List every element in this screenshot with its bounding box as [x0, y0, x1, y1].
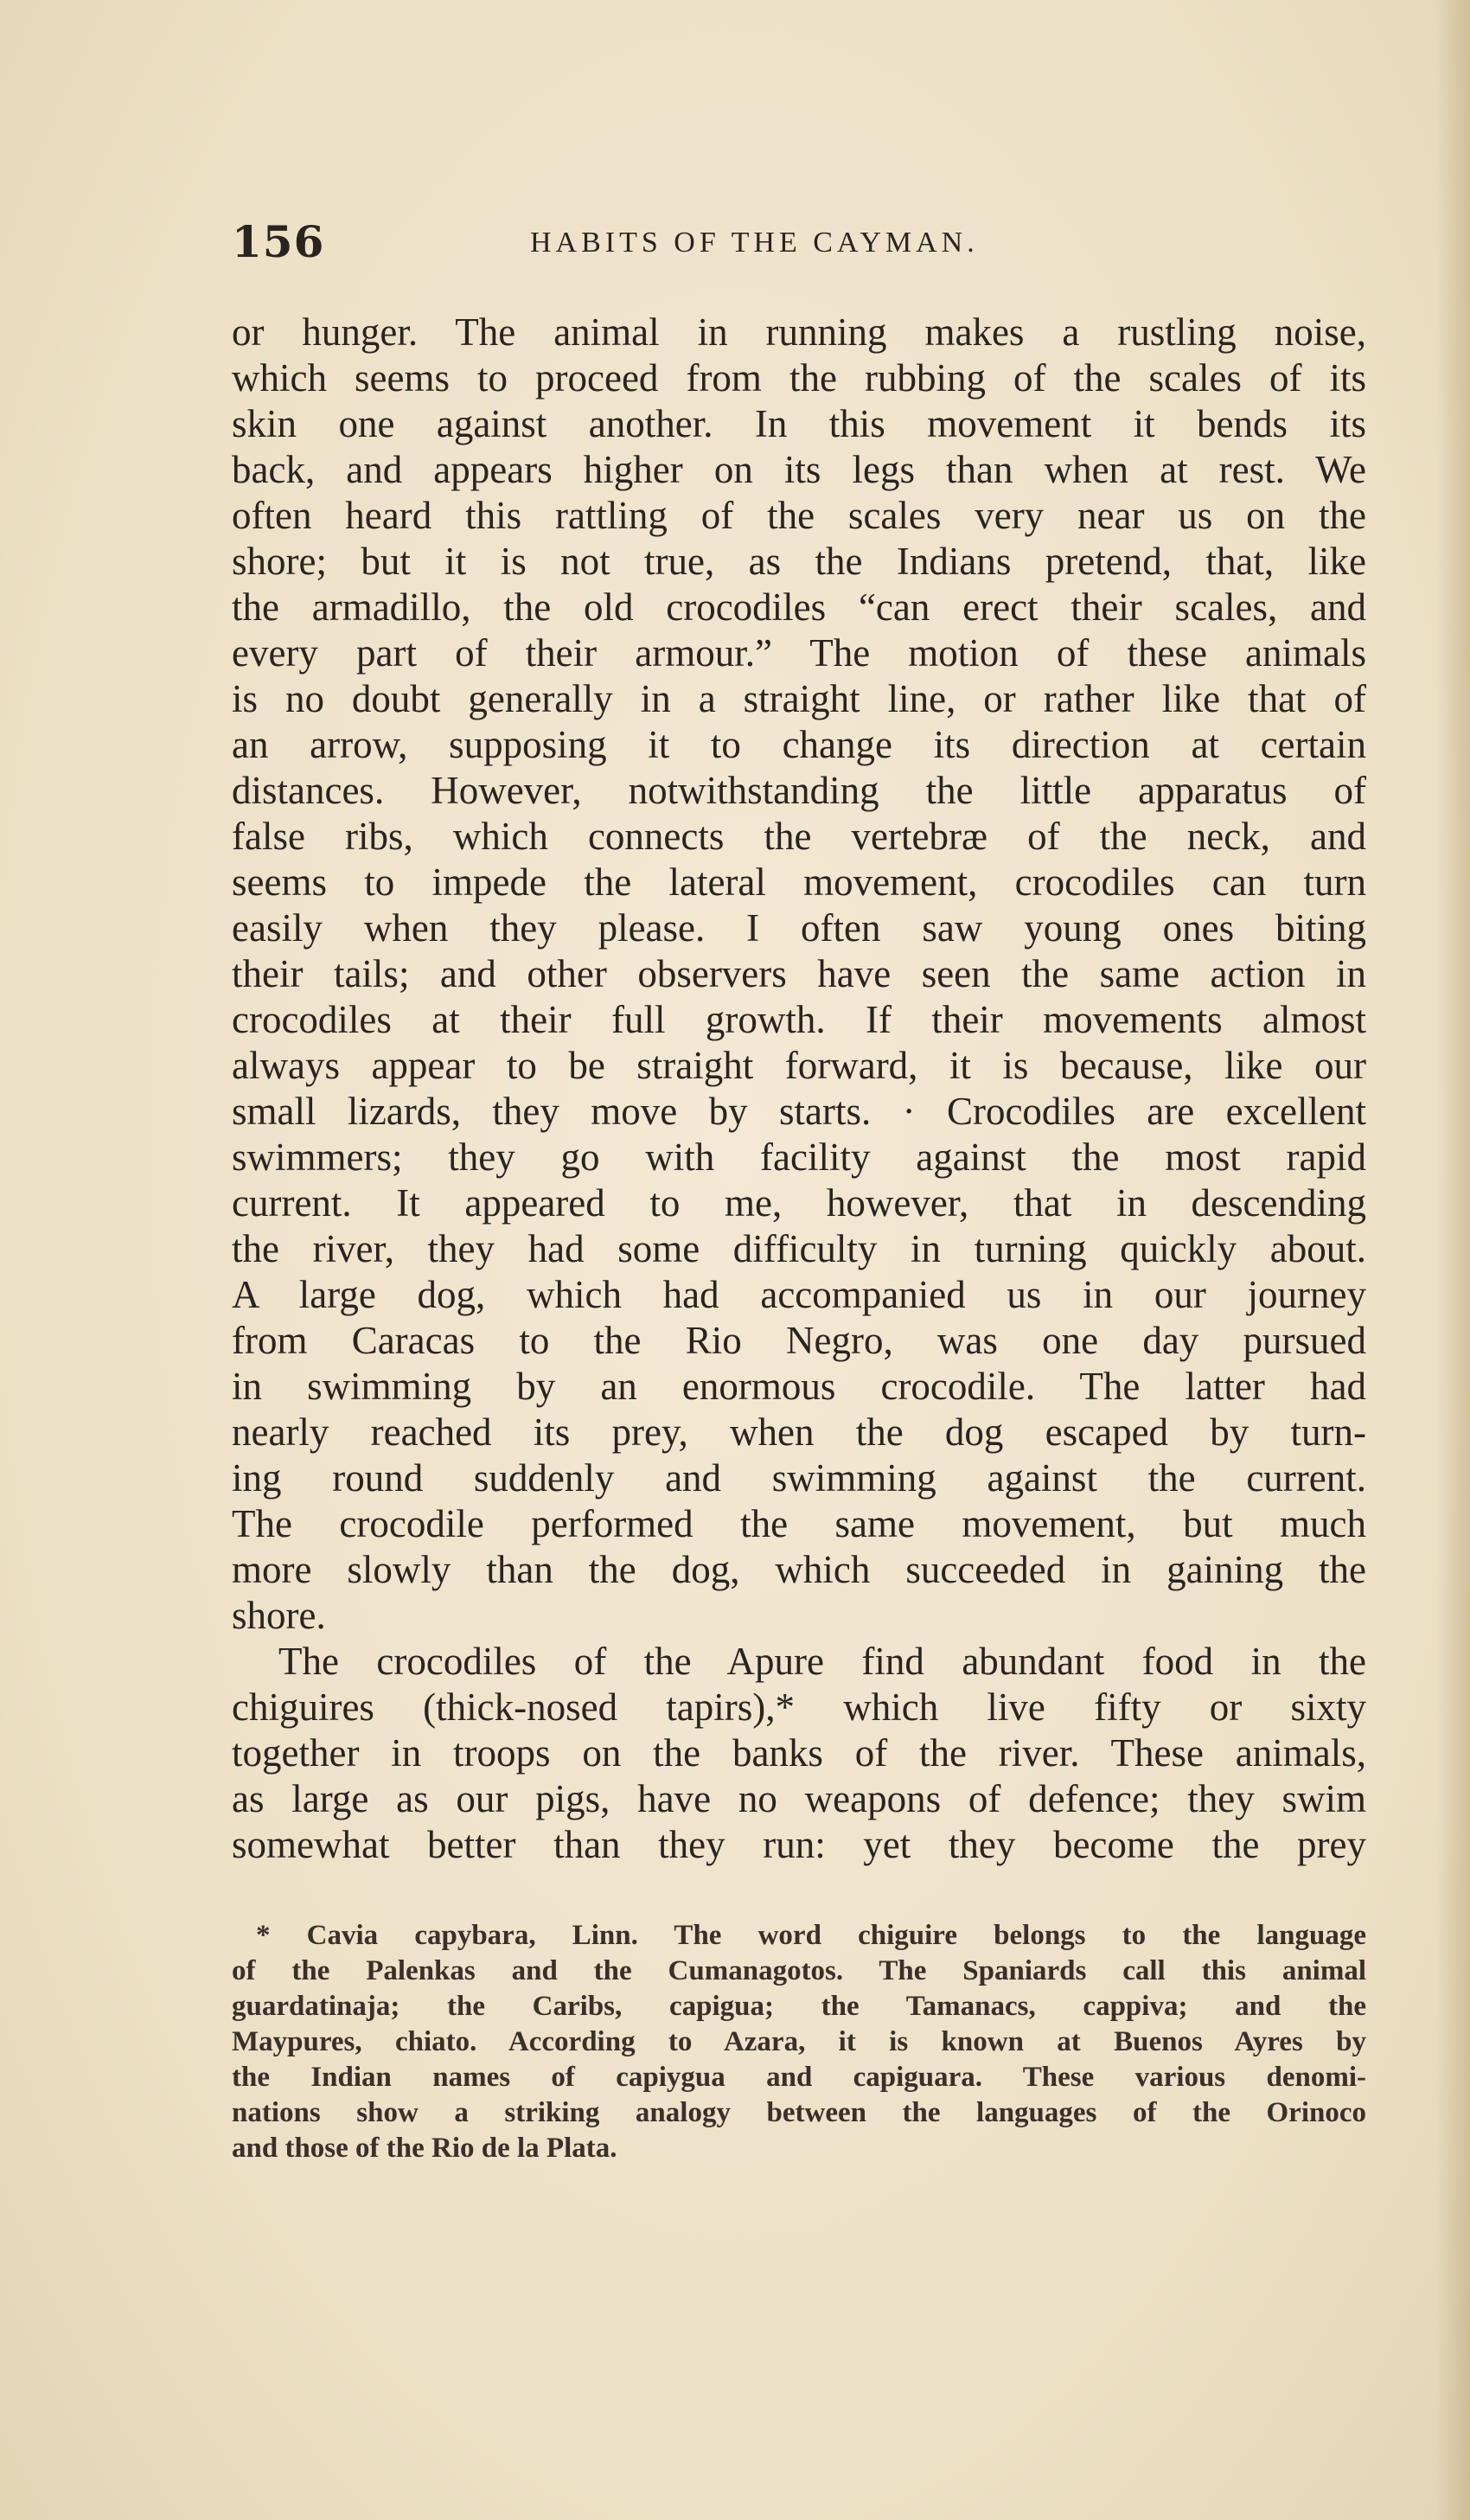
- text-line: shore.: [232, 1594, 326, 1637]
- text-line: current. It appeared to me, however, that in descending: [232, 1181, 1366, 1225]
- text-line: from Caracas to the Rio Negro, was one day pursued: [232, 1319, 1366, 1362]
- text-line: which seems to proceed from the rubbing of the scales of its: [232, 356, 1366, 400]
- page-edge-shadow: [1435, 0, 1470, 2520]
- text-line: easily when they please. I often saw young ones biting: [232, 906, 1366, 950]
- text-line: in swimming by an enormous crocodile. The latter had: [232, 1365, 1366, 1408]
- text-line: as large as our pigs, have no weapons of defence; they swim: [232, 1777, 1366, 1820]
- footnote-line: guardatinaja; the Caribs, capigua; the Tamanacs, cappiva; and the: [232, 1991, 1366, 2022]
- footnote-line: of the Palenkas and the Cumanagotos. The Spaniards call this animal: [232, 1955, 1366, 1986]
- footnote-line: Maypures, chiato. According to Azara, it is known at Buenos Ayres by: [232, 2026, 1366, 2057]
- text-line: back, and appears higher on its legs than when at rest. We: [232, 448, 1366, 491]
- text-line: every part of their armour.” The motion of these animals: [232, 631, 1366, 675]
- text-line: false ribs, which connects the vertebræ of the neck, and: [232, 815, 1366, 858]
- body-text: [232, 310, 1366, 1868]
- text-line: the armadillo, the old crocodiles “can erect their scales, and: [232, 585, 1366, 629]
- text-line: always appear to be straight forward, it is because, like our: [232, 1044, 1366, 1087]
- footnote-line: * Cavia capybara, Linn. The word chiguire belongs to the language: [256, 1920, 1366, 1951]
- text-line: shore; but it is not true, as the Indians pretend, that, like: [232, 540, 1366, 583]
- text-line: small lizards, they move by starts. · Crocodiles are excellent: [232, 1090, 1366, 1133]
- footnote: [232, 1918, 1366, 2166]
- footnote-line: nations show a striking analogy between the languages of the Orinoco: [232, 2097, 1366, 2128]
- text-line: seems to impede the lateral movement, crocodiles can turn: [232, 860, 1366, 904]
- text-line: A large dog, which had accompanied us in our journey: [232, 1273, 1366, 1316]
- text-line: more slowly than the dog, which succeeded in gaining the: [232, 1548, 1366, 1591]
- text-line: their tails; and other observers have seen the same action in: [232, 952, 1366, 995]
- text-line: is no doubt generally in a straight line, or rather like that of: [232, 677, 1366, 720]
- footnote-line: and those of the Rio de la Plata.: [232, 2133, 617, 2164]
- text-line: or hunger. The animal in running makes a rustling noise,: [232, 310, 1366, 354]
- text-line: together in troops on the banks of the river. These animals,: [232, 1731, 1366, 1775]
- text-line: an arrow, supposing it to change its direction at certain: [232, 723, 1366, 766]
- text-line: nearly reached its prey, when the dog escaped by turn-: [232, 1410, 1366, 1454]
- page-header: [232, 216, 1373, 268]
- text-line: distances. However, notwithstanding the little apparatus of: [232, 769, 1366, 812]
- running-head: HABITS OF THE CAYMAN.: [530, 227, 979, 259]
- text-line: somewhat better than they run: yet they become the prey: [232, 1823, 1366, 1866]
- text-line: The crocodiles of the Apure find abundant food in the: [278, 1640, 1366, 1683]
- text-line: swimmers; they go with facility against the most rapid: [232, 1135, 1366, 1179]
- page-number: 156: [232, 216, 325, 267]
- text-line: the river, they had some difficulty in turning quickly about.: [232, 1227, 1366, 1270]
- text-line: skin one against another. In this movement it bends its: [232, 402, 1366, 445]
- footnote-line: the Indian names of capiygua and capiguara. These various denomi-: [232, 2062, 1366, 2093]
- text-line: The crocodile performed the same movement, but much: [232, 1502, 1366, 1545]
- text-line: crocodiles at their full growth. If their movements almost: [232, 998, 1366, 1041]
- text-line: ing round suddenly and swimming against the current.: [232, 1456, 1366, 1500]
- text-line: chiguires (thick-nosed tapirs),* which live fifty or sixty: [232, 1685, 1366, 1729]
- text-line: often heard this rattling of the scales very near us on the: [232, 494, 1366, 537]
